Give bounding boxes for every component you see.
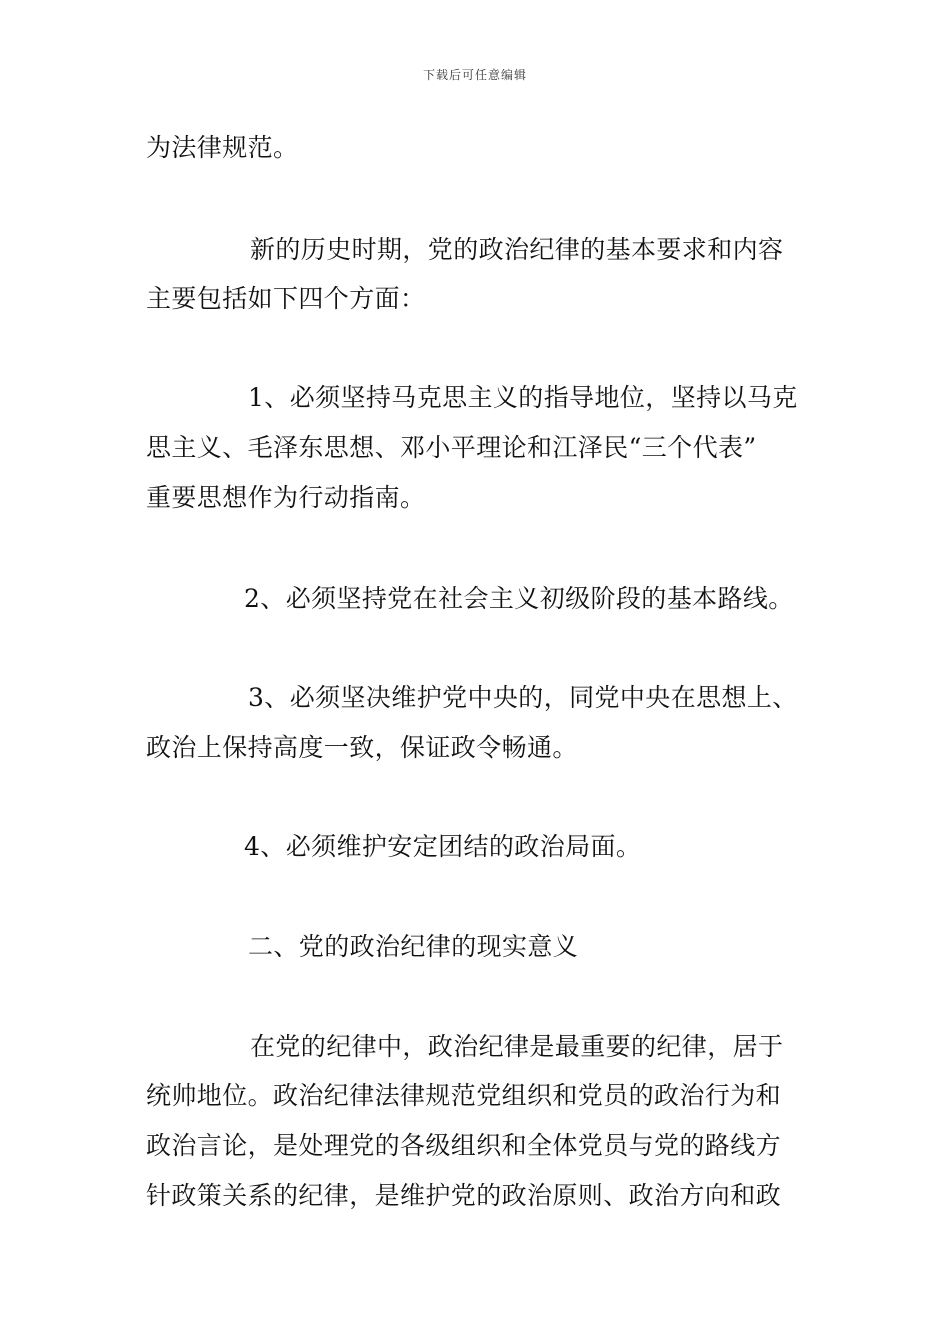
- body-line: 重要思想作为行动指南。: [146, 483, 426, 512]
- body-line: 主要包括如下四个方面：: [146, 284, 426, 313]
- body-line: 1、必须坚持马克思主义的指导地位，坚持以马克: [248, 383, 798, 412]
- body-line: 2、必须坚持党在社会主义初级阶段的基本路线。: [244, 584, 794, 613]
- body-line: 在党的纪律中，政治纪律是最重要的纪律，居于: [250, 1032, 784, 1061]
- body-line: 3、必须坚决维护党中央的，同党中央在思想上、: [248, 683, 798, 712]
- body-line: 新的历史时期，党的政治纪律的基本要求和内容: [250, 235, 784, 264]
- body-line: 统帅地位。政治纪律法律规范党组织和党员的政治行为和: [146, 1081, 782, 1110]
- body-line: 政治上保持高度一致，保证政令畅通。: [146, 733, 578, 762]
- body-line: 政治言论，是处理党的各级组织和全体党员与党的路线方: [146, 1131, 782, 1160]
- page-header: 下载后可任意编辑: [422, 68, 527, 82]
- body-line: 4、必须维护安定团结的政治局面。: [244, 832, 642, 861]
- body-line: 针政策关系的纪律，是维护党的政治原则、政治方向和政: [146, 1181, 782, 1210]
- body-line: 思主义、毛泽东思想、邓小平理论和江泽民“三个代表”: [146, 433, 757, 462]
- section-heading: 二、党的政治纪律的现实意义: [248, 932, 579, 961]
- body-line: 为法律规范。: [146, 133, 299, 162]
